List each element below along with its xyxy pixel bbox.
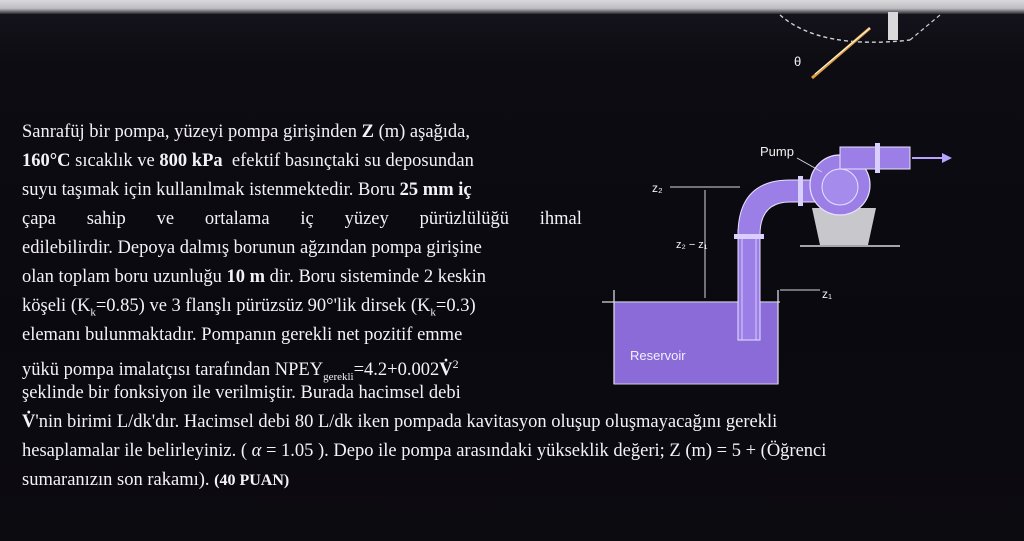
subscript: k bbox=[90, 306, 96, 319]
problem-line-9 bbox=[22, 350, 1012, 383]
z1-label: z₁ bbox=[822, 287, 833, 301]
flowrate-symbol: V̇ bbox=[439, 360, 453, 381]
text-run: hesaplamalar ile belirleyiniz. ( bbox=[22, 441, 252, 461]
pump-label: Pump bbox=[760, 144, 794, 159]
problem-line-6 bbox=[22, 263, 1012, 292]
subscript: gerekli bbox=[323, 370, 354, 383]
text-run: 'nin birimi L/dk'dır. Hacimsel debi 80 L/dk iken pompada kavitasyon oluşup oluşmayacağını gerekli bbox=[35, 412, 778, 432]
word: yüzey bbox=[344, 209, 389, 229]
word: ihmal bbox=[539, 209, 582, 229]
wall-post bbox=[888, 12, 898, 40]
word: çapa bbox=[22, 209, 56, 229]
flowrate-symbol: V̇ bbox=[22, 412, 36, 432]
text-run: elemanı bulunmaktadır. Pompanın gerekli net pozitif emme bbox=[22, 325, 463, 345]
text-run: efektif basınçtaki su deposundan bbox=[222, 151, 474, 171]
text-bold: 800 kPa bbox=[159, 151, 223, 171]
text-bold: Z bbox=[361, 122, 374, 142]
z2-label: z₂ bbox=[652, 181, 663, 195]
problem-line-8 bbox=[22, 321, 1012, 350]
problem-line-2 bbox=[22, 147, 1012, 176]
text-run: yükü pompa imalatçısı tarafından NPEY bbox=[22, 360, 324, 381]
problem-line-4 bbox=[22, 205, 582, 234]
problem-text bbox=[22, 118, 1012, 495]
text-run: dir. Boru sisteminde 2 keskin bbox=[265, 267, 487, 287]
word: ortalama bbox=[204, 209, 270, 229]
arrow-shaft-light bbox=[815, 28, 870, 74]
word: pürüzlülüğü bbox=[419, 209, 509, 229]
text-run: şeklinde bir fonksiyon ile verilmiştir. Burada hacimsel debi bbox=[22, 383, 461, 403]
z2-z1-label: z₂ − z₁ bbox=[676, 239, 708, 251]
problem-line-11 bbox=[22, 408, 1012, 437]
text-run: sumaranızın son rakamı). bbox=[22, 470, 215, 490]
reservoir-label: Reservoir bbox=[630, 348, 686, 363]
text-run: suyu taşımak için kullanılmak istenmektedir. Boru bbox=[22, 180, 400, 200]
top-angle-figure bbox=[760, 10, 960, 90]
text-run: =0.3) bbox=[435, 296, 476, 316]
word: iç bbox=[300, 209, 314, 229]
problem-line-13 bbox=[22, 466, 1012, 495]
points-label: (40 PUAN) bbox=[214, 472, 290, 489]
text-run: =0.85) ve 3 flanşlı pürüzsüz 90°'lik dirsek (K bbox=[95, 296, 431, 316]
text-run: (m) aşağıda, bbox=[373, 122, 471, 142]
text-run: sıcaklık ve bbox=[70, 151, 160, 171]
problem-line-3 bbox=[22, 176, 1012, 205]
problem-line-5 bbox=[22, 234, 1012, 263]
problem-line-7 bbox=[22, 292, 1012, 321]
problem-line-12 bbox=[22, 437, 1012, 466]
word: sahip bbox=[86, 209, 126, 229]
dashed-guide bbox=[910, 15, 940, 40]
text-run: olan toplam boru uzunluğu bbox=[22, 267, 227, 287]
subscript: k bbox=[430, 306, 436, 319]
superscript: 2 bbox=[452, 357, 459, 371]
text-run: = 1.05 ). Depo ile pompa arasındaki yükseklik değeri; Z (m) = 5 + (Öğrenci bbox=[261, 441, 827, 461]
text-bold: 25 mm iç bbox=[399, 180, 472, 200]
text-run: köşeli (K bbox=[22, 296, 91, 316]
text-bold: 10 m bbox=[226, 267, 266, 287]
text-run: =4.2+0.002 bbox=[353, 360, 440, 381]
problem-line-10 bbox=[22, 379, 1012, 408]
text-run: edilebilirdir. Depoya dalmış borunun ağzından pompa girişine bbox=[22, 238, 482, 258]
theta-label: θ bbox=[794, 54, 802, 69]
alpha-symbol: α bbox=[251, 441, 262, 461]
text-bold: 160°C bbox=[22, 151, 71, 171]
text-run: Sanrafüj bir pompa, yüzeyi pompa girişinden bbox=[22, 122, 362, 142]
word: ve bbox=[156, 209, 175, 229]
problem-line-1 bbox=[22, 118, 1012, 147]
